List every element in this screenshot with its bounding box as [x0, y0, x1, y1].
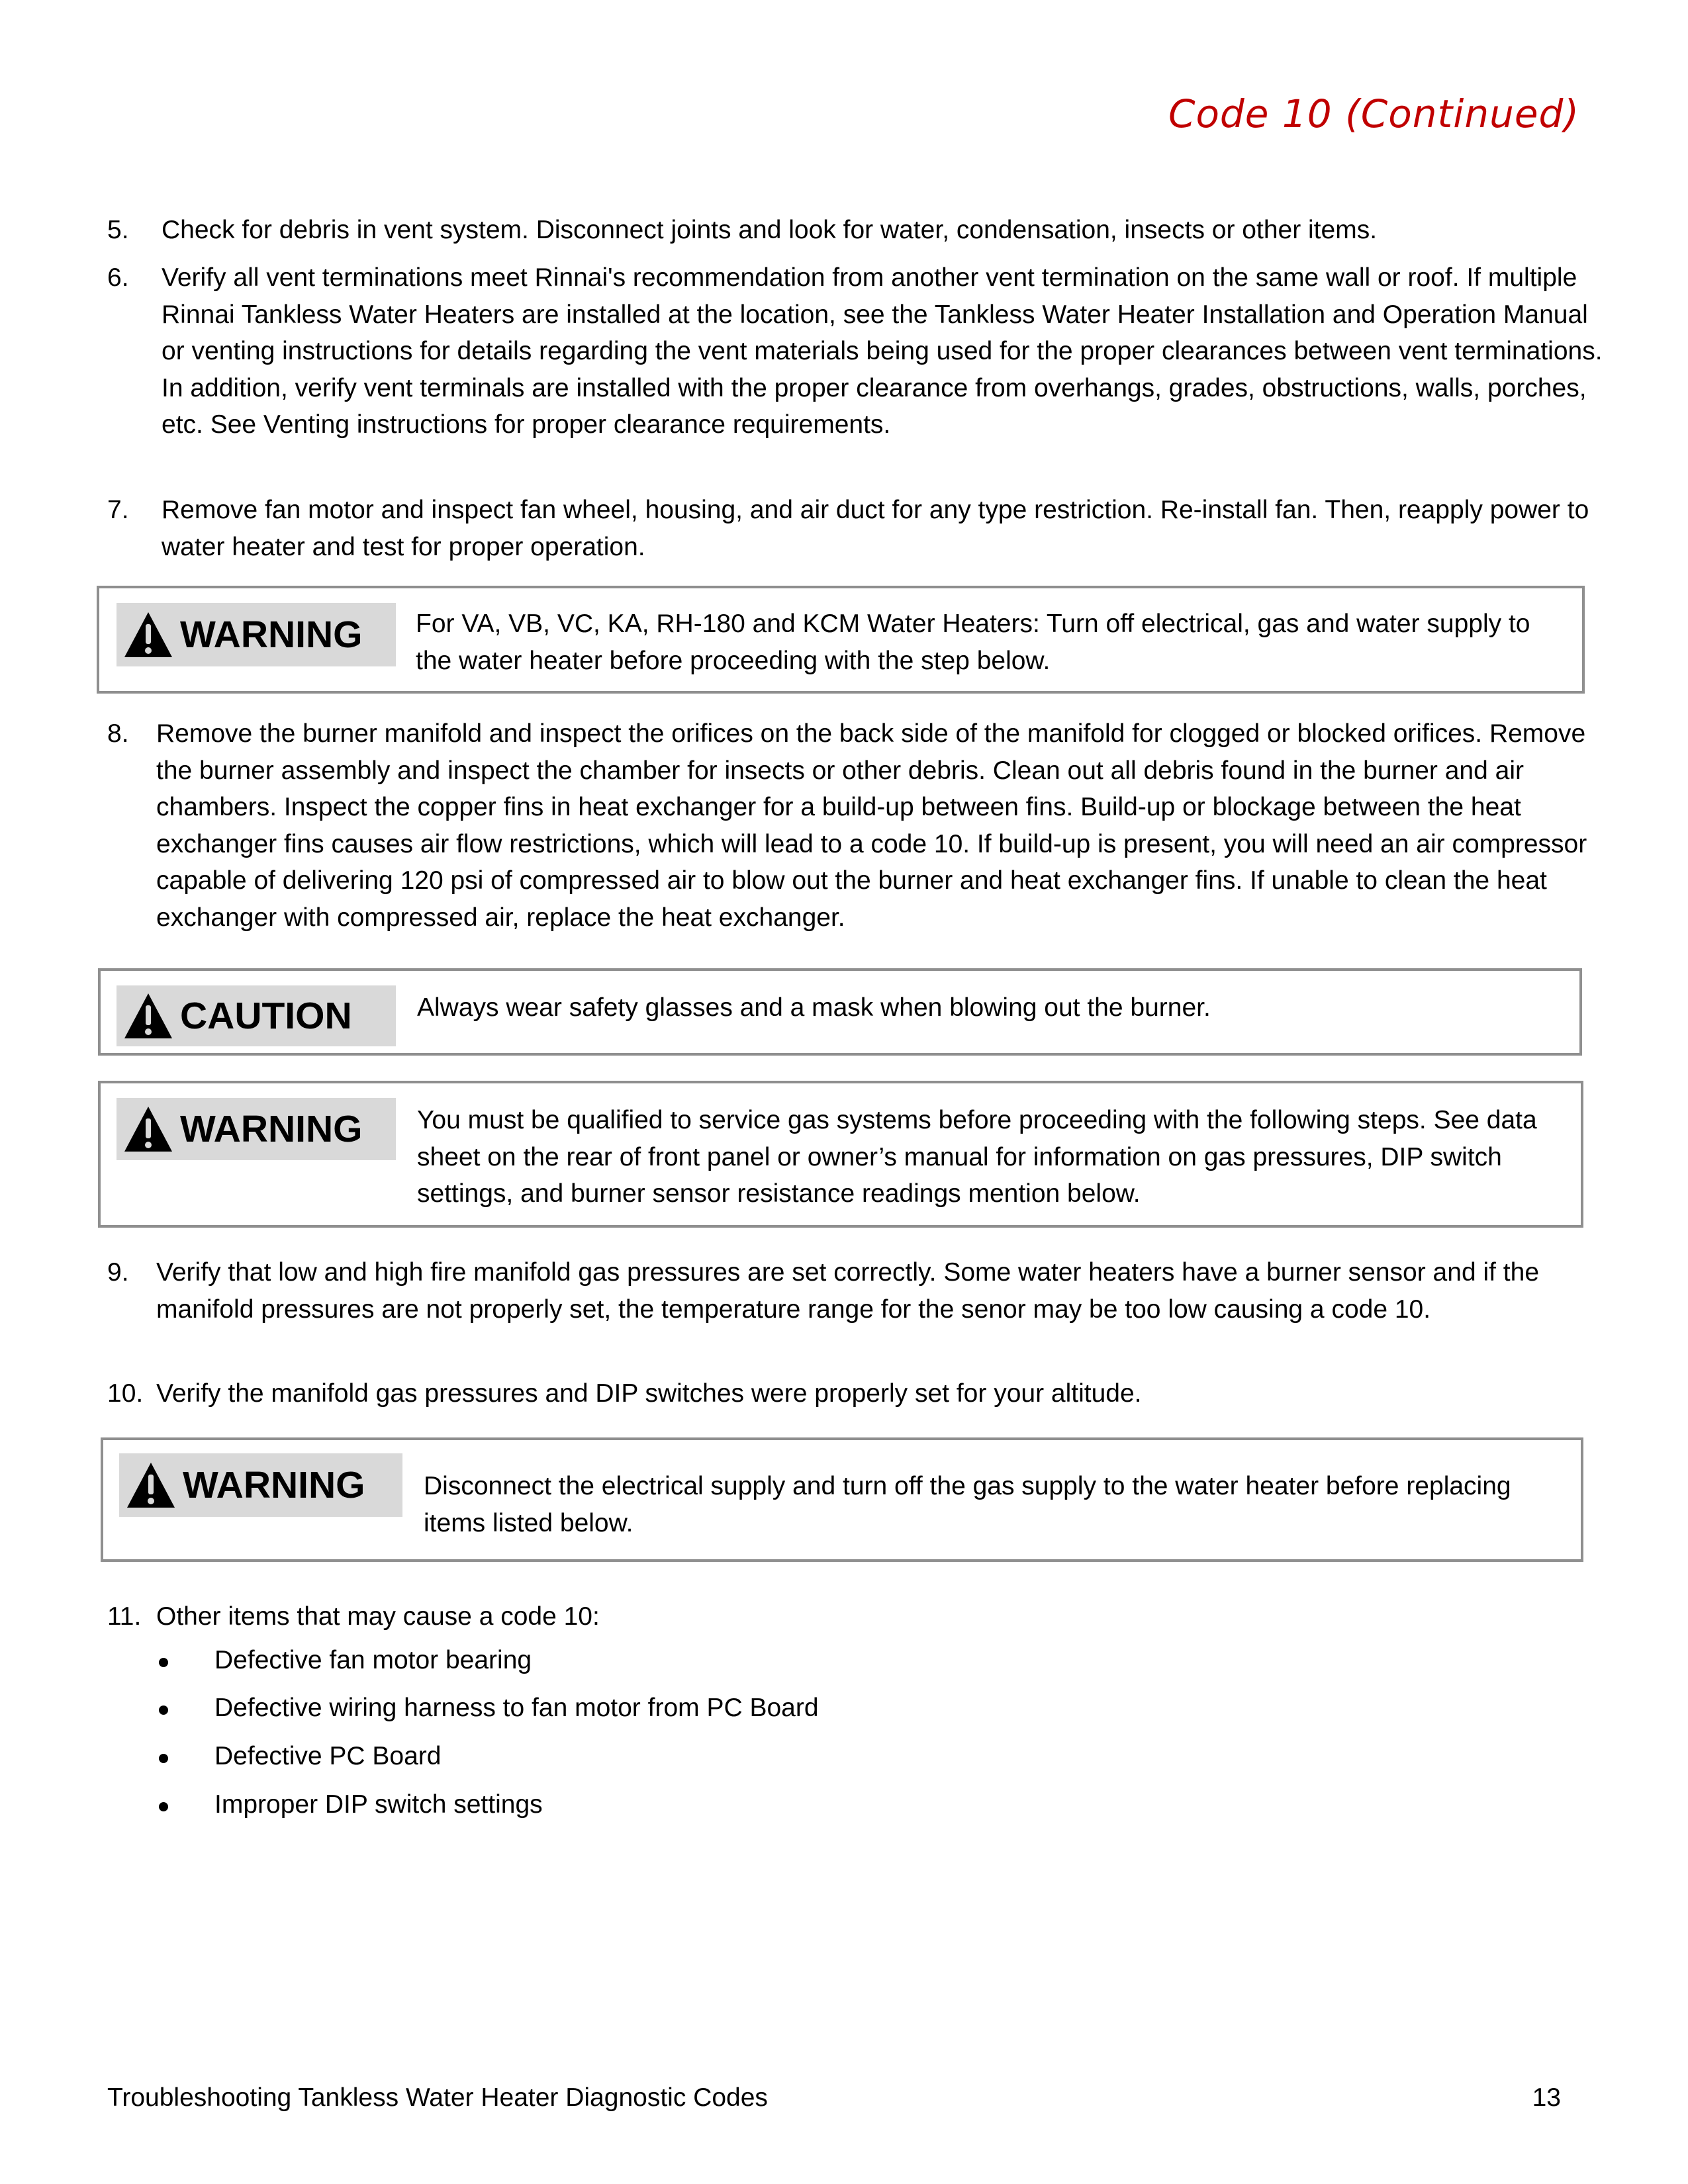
- alert-message: Disconnect the electrical supply and turn off the gas supply to the water heater before replacing items listed below.: [424, 1472, 1511, 1537]
- step-text: Verify that low and high fire manifold gas pressures are set correctly. Some water heaters have a burner sensor and if the manifold pressures are not properly set, the temperature range for the senor may be too low causing a code 10.: [156, 1258, 1540, 1324]
- alert-type: WARNING: [180, 1108, 363, 1150]
- footer-title: Troubleshooting Tankless Water Heater Diagnostic Codes: [107, 2083, 768, 2112]
- warning-box: [98, 1081, 1583, 1228]
- warning-label: [119, 1453, 402, 1517]
- alert-message: You must be qualified to service gas systems before proceeding with the following steps. See data sheet on the rear of front panel or owner’s manual for information on gas pressures, DIP switch settings, and burner sensor resistance readings mention below.: [417, 1106, 1537, 1208]
- list-item-text: Improper DIP switch settings: [214, 1790, 543, 1819]
- step-number: 7.: [107, 496, 129, 524]
- list-item-text: Defective fan motor bearing: [214, 1646, 532, 1674]
- bullet-icon: [159, 1706, 168, 1715]
- list-item-text: Defective wiring harness to fan motor from PC Board: [214, 1694, 819, 1722]
- step-text: Other items that may cause a code 10:: [156, 1602, 600, 1631]
- step-number: 10.: [107, 1379, 144, 1408]
- warning-label: [117, 1098, 396, 1160]
- bullet-icon: [159, 1658, 168, 1667]
- warning-triangle-icon: [123, 1105, 173, 1153]
- step-number: 11.: [107, 1602, 142, 1631]
- bullet-icon: [159, 1754, 168, 1763]
- caution-label: [117, 985, 396, 1046]
- list-item-text: Defective PC Board: [214, 1742, 442, 1770]
- warning-triangle-icon: [126, 1461, 176, 1509]
- warning-box: [97, 586, 1585, 694]
- caution-box: [98, 968, 1582, 1056]
- step-text: Remove the burner manifold and inspect the orifices on the back side of the manifold for clogged or blocked orifices. Remove the burner assembly and inspect the chamber for insects or other debris. Clean out all debris found in the burner and air chambers. Inspect the copper fins in heat exchanger for a build-up between fins. Build-up or blockage between the heat exchanger fins causes air flow restrictions, which will lead to a code 10. If build-up is present, you will need an air compressor capable of delivering 120 psi of compressed air to blow out the burner and heat exchanger fins. If unable to clean the heat exchanger with compressed air, replace the heat exchanger.: [156, 719, 1587, 932]
- alert-message: For VA, VB, VC, KA, RH-180 and KCM Water Heaters: Turn off electrical, gas and water supply to the water heater before proceeding with the step below.: [416, 610, 1530, 675]
- alert-type: CAUTION: [180, 995, 352, 1037]
- warning-box: [101, 1437, 1583, 1562]
- step-number: 9.: [107, 1258, 129, 1287]
- alert-type: WARNING: [180, 614, 363, 656]
- step-text: Verify the manifold gas pressures and DIP switches were properly set for your altitude.: [156, 1379, 1142, 1408]
- bullet-icon: [159, 1802, 168, 1811]
- step-number: 6.: [107, 263, 129, 292]
- warning-triangle-icon: [123, 992, 173, 1040]
- page-title: Code 10 (Continued): [1168, 91, 1579, 136]
- page-number: 13: [1532, 2083, 1561, 2112]
- warning-label: [117, 603, 396, 666]
- step-text: Verify all vent terminations meet Rinnai's recommendation from another vent termination on the same wall or roof. If multiple Rinnai Tankless Water Heaters are installed at the location, see the Tankless Water Heater Installation and Operation Manual or venting instructions for details regarding the vent materials being used for the proper clearances between vent terminations. In addition, verify vent terminals are installed with the proper clearance from overhangs, grades, obstructions, walls, porches, etc. See Venting instructions for proper clearance requirements.: [162, 263, 1603, 439]
- step-text: Check for debris in vent system. Disconnect joints and look for water, condensation, insects or other items.: [162, 216, 1378, 244]
- warning-triangle-icon: [123, 611, 173, 659]
- alert-message: Always wear safety glasses and a mask when blowing out the burner.: [417, 993, 1211, 1022]
- step-number: 5.: [107, 216, 129, 244]
- step-text: Remove fan motor and inspect fan wheel, housing, and air duct for any type restriction. Re-install fan. Then, reapply power to water heater and test for proper operation.: [162, 496, 1589, 561]
- step-number: 8.: [107, 719, 129, 748]
- alert-type: WARNING: [183, 1464, 365, 1506]
